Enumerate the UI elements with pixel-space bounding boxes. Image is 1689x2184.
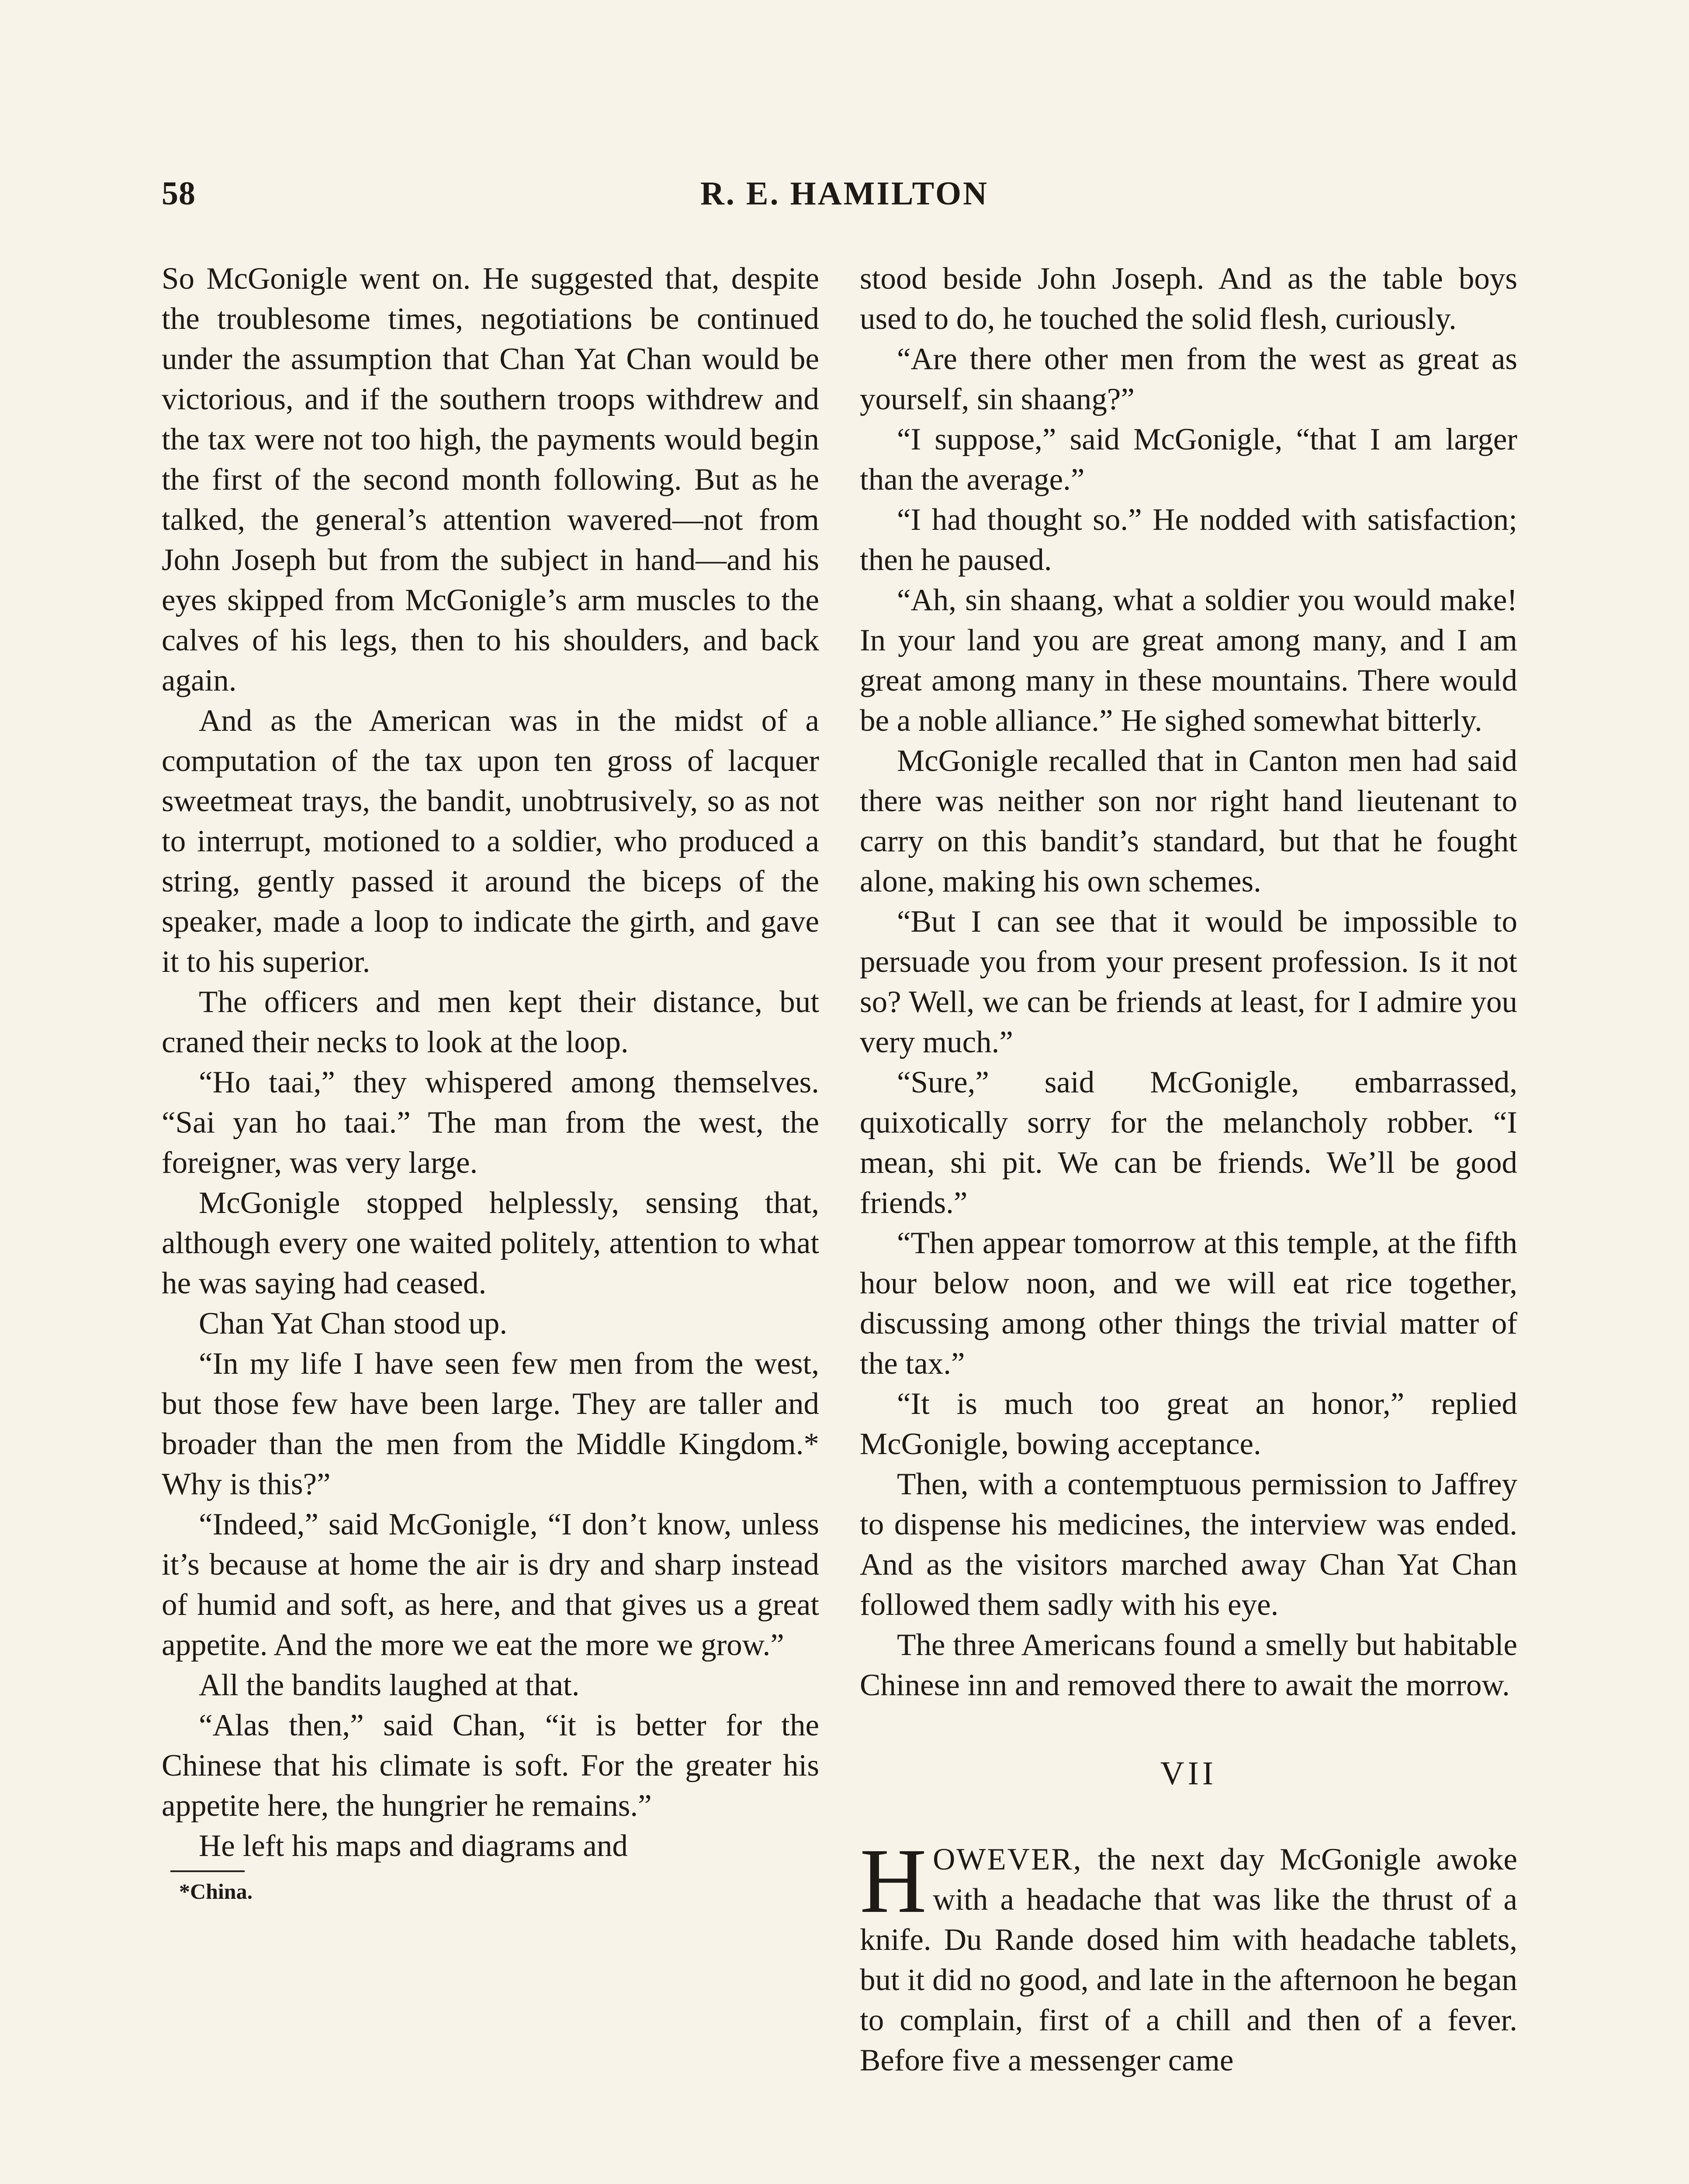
paragraph: stood beside John Joseph. And as the table boys used to do, he touched the solid flesh, curiously.: [860, 262, 1517, 336]
paragraph: “In my life I have seen few men from the west, but those few have been large. They are taller and broader than the men from the Middle Kingdom.* Why is this?”: [162, 1347, 819, 1501]
paragraph: And as the American was in the midst of a computation of the tax upon ten gross of lacquer sweetmeat trays, the bandit, unobtrusively, so as not to interrupt, motioned to a soldier, who produced a string, gently passed it around the biceps of the speaker, made a loop to indicate the girth, and gave it to his superior.: [162, 704, 819, 979]
paragraph: Then, with a contemptuous permission to Jaffrey to dispense his medicines, the interview was ended. And as the visitors marched away Chan Yat Chan followed them sadly with his eye.: [860, 1467, 1517, 1622]
section-heading: VII: [1160, 1755, 1217, 1792]
paragraph: “Alas then,” said Chan, “it is better for the Chinese that his climate is soft. For the greater his appetite here, the hungrier he remains.”: [162, 1708, 819, 1823]
paragraph: “Ah, sin shaang, what a soldier you would make! In your land you are great among many, and I am great among many in these mountains. There would be a noble alliance.” He sighed somewhat bitterly.: [860, 583, 1517, 738]
opening-smallcaps: OWEVER,: [933, 1842, 1083, 1876]
opening-text: the next day McGonigle awoke with a headache that was like the thrust of a knife. Du Rande dosed him with headache tablets, but it did no good, and late in the afternoon he began to complain, first of a chill and then of a fever. Before five a messenger came: [860, 1842, 1517, 2077]
paragraph: Chan Yat Chan stood up.: [199, 1306, 508, 1341]
paragraph: “I had thought so.” He nodded with satisfaction; then he paused.: [860, 503, 1517, 577]
paragraph: “I suppose,” said McGonigle, “that I am larger than the average.”: [860, 422, 1517, 497]
page-number: 58: [162, 175, 196, 212]
paragraph: He left his maps and diagrams and: [199, 1829, 628, 1863]
paragraph: “Sure,” said McGonigle, embarrassed, quixotically sorry for the melancholy robber. “I mean, shi pit. We can be friends. We’ll be good friends.”: [860, 1065, 1517, 1220]
right-column: [860, 259, 1517, 2080]
paragraph: “Are there other men from the west as great as yourself, sin shaang?”: [860, 342, 1517, 416]
paragraph: So McGonigle went on. He suggested that, despite the troublesome times, negotiations be continued under the assumption that Chan Yat Chan would be victorious, and if the southern troops withdrew and the tax were not too high, the payments would begin the first of the second month following. But as he talked, the general’s attention wavered—not from John Joseph but from the subject in hand—and his eyes skipped from McGonigle’s arm muscles to the calves of his legs, then to his shoulders, and back again.: [162, 262, 819, 698]
page-header: [162, 175, 1527, 227]
paragraph: “Then appear tomorrow at this temple, at the fifth hour below noon, and we will eat rice together, discussing among other things the trivial matter of the tax.”: [860, 1226, 1517, 1381]
paragraph: “Indeed,” said McGonigle, “I don’t know, unless it’s because at home the air is dry and sharp instead of humid and soft, as here, and that gives us a great appetite. And the more we eat the more we grow.”: [162, 1507, 819, 1662]
footnote-rule: [170, 1870, 245, 1872]
section-opening-paragraph: [860, 1829, 1517, 2080]
paragraph: “But I can see that it would be impossible to persuade you from your present profession. Is it not so? Well, we can be friends at least, for I admire you very much.”: [860, 905, 1517, 1059]
paragraph: “It is much too great an honor,” replied McGonigle, bowing acceptance.: [860, 1387, 1517, 1461]
paragraph: The officers and men kept their distance, but craned their necks to look at the loop.: [162, 985, 819, 1059]
paragraph: The three Americans found a smelly but habitable Chinese inn and removed there to await the morrow.: [860, 1628, 1517, 1702]
paragraph: McGonigle recalled that in Canton men had said there was neither son nor right hand lieutenant to carry on this bandit’s standard, but that he fought alone, making his own schemes.: [860, 744, 1517, 898]
paragraph: McGonigle stopped helplessly, sensing that, although every one waited politely, attention to what he was saying had ceased.: [162, 1186, 819, 1300]
paragraph: All the bandits laughed at that.: [199, 1668, 580, 1702]
footnote: *China.: [179, 1879, 253, 1904]
left-column: [162, 259, 819, 1904]
running-head: R. E. HAMILTON: [700, 175, 989, 212]
drop-cap: H: [860, 1829, 927, 1932]
paragraph: “Ho taai,” they whispered among themselves. “Sai yan ho taai.” The man from the west, the foreigner, was very large.: [162, 1065, 819, 1180]
